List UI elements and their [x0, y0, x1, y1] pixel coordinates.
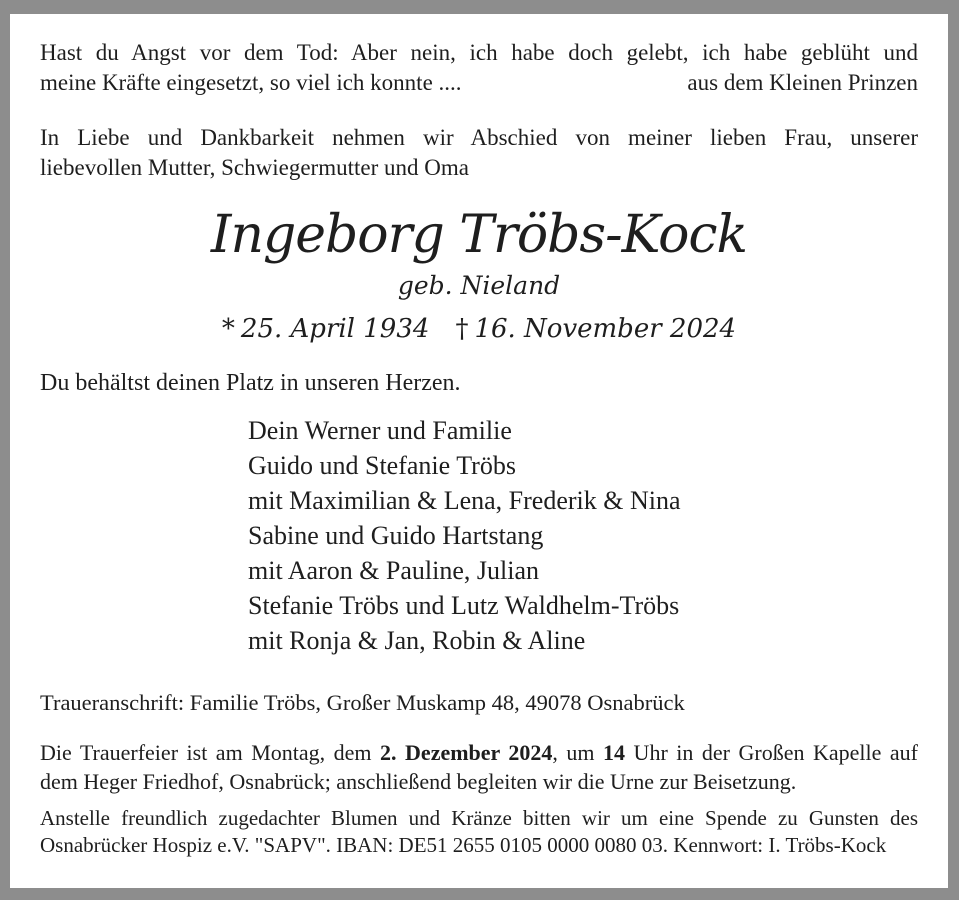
family-line: mit Ronja & Jan, Robin & Aline: [248, 626, 586, 655]
donation-line-2: Osnabrücker Hospiz e.V. "SAPV". IBAN: DE51 2655 0105 0000 0080 03. Kennwort: I. Tröbs-Kock: [40, 833, 887, 857]
deceased-block: [40, 200, 918, 347]
quote-attribution: aus dem Kleinen Prinzen: [687, 70, 918, 95]
family-line: Dein Werner und Familie: [248, 416, 512, 445]
funeral-time: 14: [603, 740, 626, 765]
maiden-name: geb. Nieland: [397, 271, 561, 300]
family-line: Guido und Stefanie Tröbs: [248, 451, 516, 480]
quote-line-2: [40, 68, 918, 98]
donation-line-1: Anstelle freundlich zugedachter Blumen und Kränze bitten wir um eine Spende zu Gunsten des: [40, 806, 918, 830]
birth-date: 25. April 1934: [240, 314, 430, 344]
life-dates: [40, 311, 918, 347]
birth-date-group: [222, 311, 430, 347]
donation-note: [40, 805, 918, 859]
funeral-text: , um: [552, 740, 604, 765]
funeral-line-1: [40, 738, 918, 767]
family-list: [248, 413, 918, 658]
obituary-content: [10, 14, 948, 879]
opening-quote: [40, 38, 918, 98]
mourning-address: Traueranschrift: Familie Tröbs, Großer Muskamp 48, 49078 Osnabrück: [40, 690, 685, 715]
death-date-group: [455, 311, 736, 347]
funeral-line-2: dem Heger Friedhof, Osnabrück; anschließend begleiten wir die Urne zur Beisetzung.: [40, 769, 797, 794]
died-dagger-symbol: †: [455, 314, 469, 344]
intro-line-2: liebevollen Mutter, Schwiegermutter und Oma: [40, 155, 469, 180]
funeral-info: [40, 738, 918, 796]
funeral-text: Uhr in der Großen Kapelle auf: [625, 740, 918, 765]
death-date: 16. November 2024: [474, 314, 737, 344]
family-line: mit Aaron & Pauline, Julian: [248, 556, 540, 585]
intro-line-1: In Liebe und Dankbarkeit nehmen wir Abschied von meiner lieben Frau, unserer: [40, 125, 918, 150]
family-line: mit Maximilian & Lena, Frederik & Nina: [248, 486, 681, 515]
deceased-name: Ingeborg Tröbs-Kock: [210, 205, 748, 265]
farewell-intro: [40, 123, 918, 183]
funeral-date: 2. Dezember 2024: [380, 740, 553, 765]
born-star-symbol: *: [221, 314, 235, 344]
quote-line-2-text: meine Kräfte eingesetzt, so viel ich konnte ....: [40, 70, 462, 95]
family-line: Stefanie Tröbs und Lutz Waldhelm-Tröbs: [248, 591, 680, 620]
quote-line-1: Hast du Angst vor dem Tod: Aber nein, ich habe doch gelebt, ich habe geblüht und: [40, 40, 918, 65]
funeral-text: Die Trauerfeier ist am Montag, dem: [40, 740, 381, 765]
family-line: Sabine und Guido Hartstang: [248, 521, 544, 550]
keepsake-line: Du behältst deinen Platz in unseren Herzen.: [40, 370, 461, 396]
obituary-sheet: [10, 14, 948, 888]
